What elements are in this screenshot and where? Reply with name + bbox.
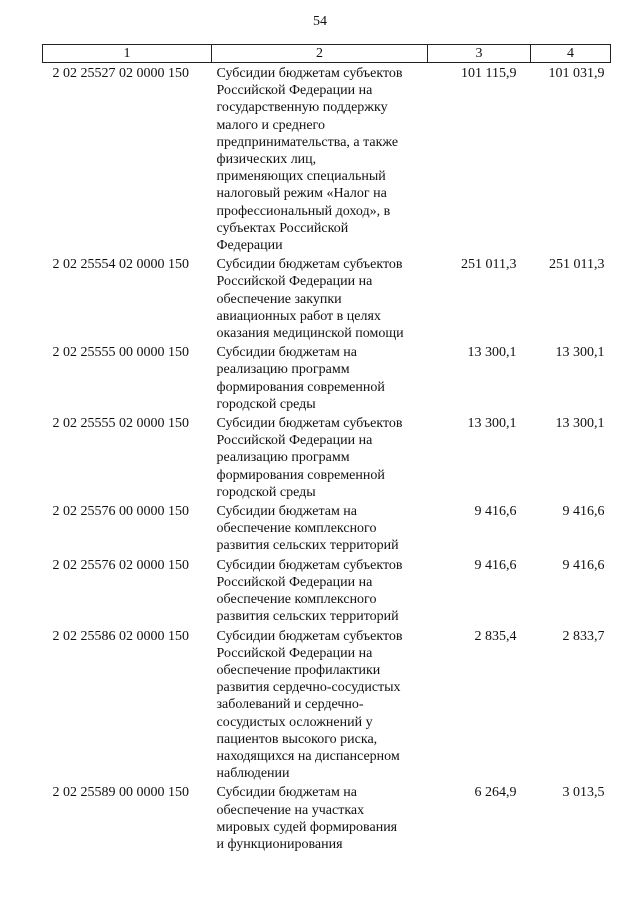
budget-code: 2 02 25555 02 0000 150 [52,416,189,432]
revenue-name-line: формирования современной [216,467,385,483]
revenue-name-line: Российской Федерации на [216,433,373,449]
revenue-name-line: малого и среднего [216,117,325,133]
revenue-name-line: оказания медицинской помощи [216,326,404,342]
amount-col-3: 9 416,6 [474,557,517,573]
revenue-name-line: городской среды [216,396,316,412]
revenue-name-line: налоговый режим «Налог на [216,186,387,202]
header-col-1: 1 [43,45,212,63]
revenue-name-line: Российской Федерации на [216,574,373,590]
revenue-name-line: авиационных работ в целях [216,308,381,324]
revenue-name-line: Российской Федерации на [216,83,373,99]
revenue-name-line: Субсидии бюджетам на [216,345,358,361]
table-row [43,501,611,555]
revenue-name-line: предпринимательства, а также [216,134,399,150]
table-row [43,413,611,501]
revenue-name-line: обеспечение профилактики [216,662,381,678]
amount-col-4: 101 031,9 [548,66,605,81]
revenue-name-line: формирования современной [216,379,385,395]
revenue-name-line: обеспечение комплексного [216,521,377,537]
revenue-name-line: Федерации [216,238,283,254]
header-col-4: 4 [531,45,611,63]
budget-table [42,44,611,853]
revenue-name-line: заболеваний и сердечно- [216,697,364,713]
revenue-name-line: Субсидии бюджетам субъектов [216,628,403,644]
revenue-name-line: Субсидии бюджетам субъектов [216,557,403,573]
revenue-name-line: развития сельских территорий [216,609,399,625]
revenue-name-line: обеспечение на участках [216,802,365,818]
header-col-2: 2 [212,45,428,63]
revenue-name-line: реализацию программ [216,450,350,466]
amount-col-4: 13 300,1 [555,345,605,361]
page-number: 54 [313,14,327,29]
revenue-name-line: и функционирования [216,836,343,852]
table-row [43,782,611,853]
amount-col-3: 251 011,3 [461,257,517,273]
amount-col-4: 9 416,6 [562,557,605,573]
table-row [43,626,611,783]
revenue-name [212,782,428,853]
revenue-name-line: находящихся на диспансерном [216,748,400,764]
budget-code: 2 02 25554 02 0000 150 [52,257,189,273]
revenue-name-line: Российской Федерации на [216,274,373,290]
revenue-name [212,413,428,501]
revenue-name-line: городской среды [216,484,316,500]
revenue-name-line: развития сердечно-сосудистых [216,680,401,696]
amount-col-3: 9 416,6 [474,504,517,520]
revenue-name-line: обеспечение закупки [216,291,342,307]
budget-code: 2 02 25589 00 0000 150 [52,785,189,801]
revenue-name-line: государственную поддержку [216,100,388,116]
revenue-name-line: профессиональный доход», в [216,203,391,219]
revenue-name-line: Субсидии бюджетам субъектов [216,66,403,81]
amount-col-4: 251 011,3 [549,257,605,273]
table-row [43,254,611,342]
revenue-name-line: физических лиц, [216,152,317,168]
revenue-name-line: реализацию программ [216,362,350,378]
budget-code: 2 02 25576 02 0000 150 [52,557,189,573]
amount-col-4: 13 300,1 [555,416,605,432]
table-row [43,342,611,413]
revenue-name [212,254,428,342]
revenue-name-line: обеспечение комплексного [216,592,377,608]
revenue-name-line: Субсидии бюджетам субъектов [216,416,403,432]
amount-col-3: 13 300,1 [467,345,517,361]
budget-code: 2 02 25576 00 0000 150 [52,504,189,520]
revenue-name-line: развития сельских территорий [216,538,399,554]
amount-col-4: 2 833,7 [562,628,605,644]
revenue-name-line: Субсидии бюджетам субъектов [216,257,403,273]
amount-col-3: 13 300,1 [467,416,517,432]
amount-col-3: 2 835,4 [474,628,517,644]
revenue-name-line: наблюдении [216,766,290,782]
amount-col-4: 9 416,6 [562,504,605,520]
revenue-name [212,626,428,783]
revenue-name [212,501,428,555]
budget-code: 2 02 25555 00 0000 150 [52,345,189,361]
revenue-name-line: пациентов высокого риска, [216,731,378,747]
amount-col-4: 3 013,5 [562,785,605,801]
amount-col-3: 101 115,9 [461,66,517,81]
revenue-name [212,63,428,255]
revenue-name-line: Субсидии бюджетам на [216,785,358,801]
revenue-name-line: Российской Федерации на [216,645,373,661]
revenue-name-line: субъектах Российской [216,220,349,236]
revenue-name-line: применяющих специальный [216,169,386,185]
table-body [43,63,611,854]
budget-code: 2 02 25527 02 0000 150 [52,66,189,81]
amount-col-3: 6 264,9 [474,785,517,801]
header-row [43,45,611,63]
table-row [43,555,611,626]
budget-code: 2 02 25586 02 0000 150 [52,628,189,644]
revenue-name-line: Субсидии бюджетам на [216,504,358,520]
revenue-name [212,555,428,626]
revenue-name [212,342,428,413]
header-col-3: 3 [428,45,531,63]
table-header [43,45,611,63]
revenue-name-line: мировых судей формирования [216,819,398,835]
table-row [43,63,611,255]
revenue-name-line: сосудистых осложнений у [216,714,373,730]
